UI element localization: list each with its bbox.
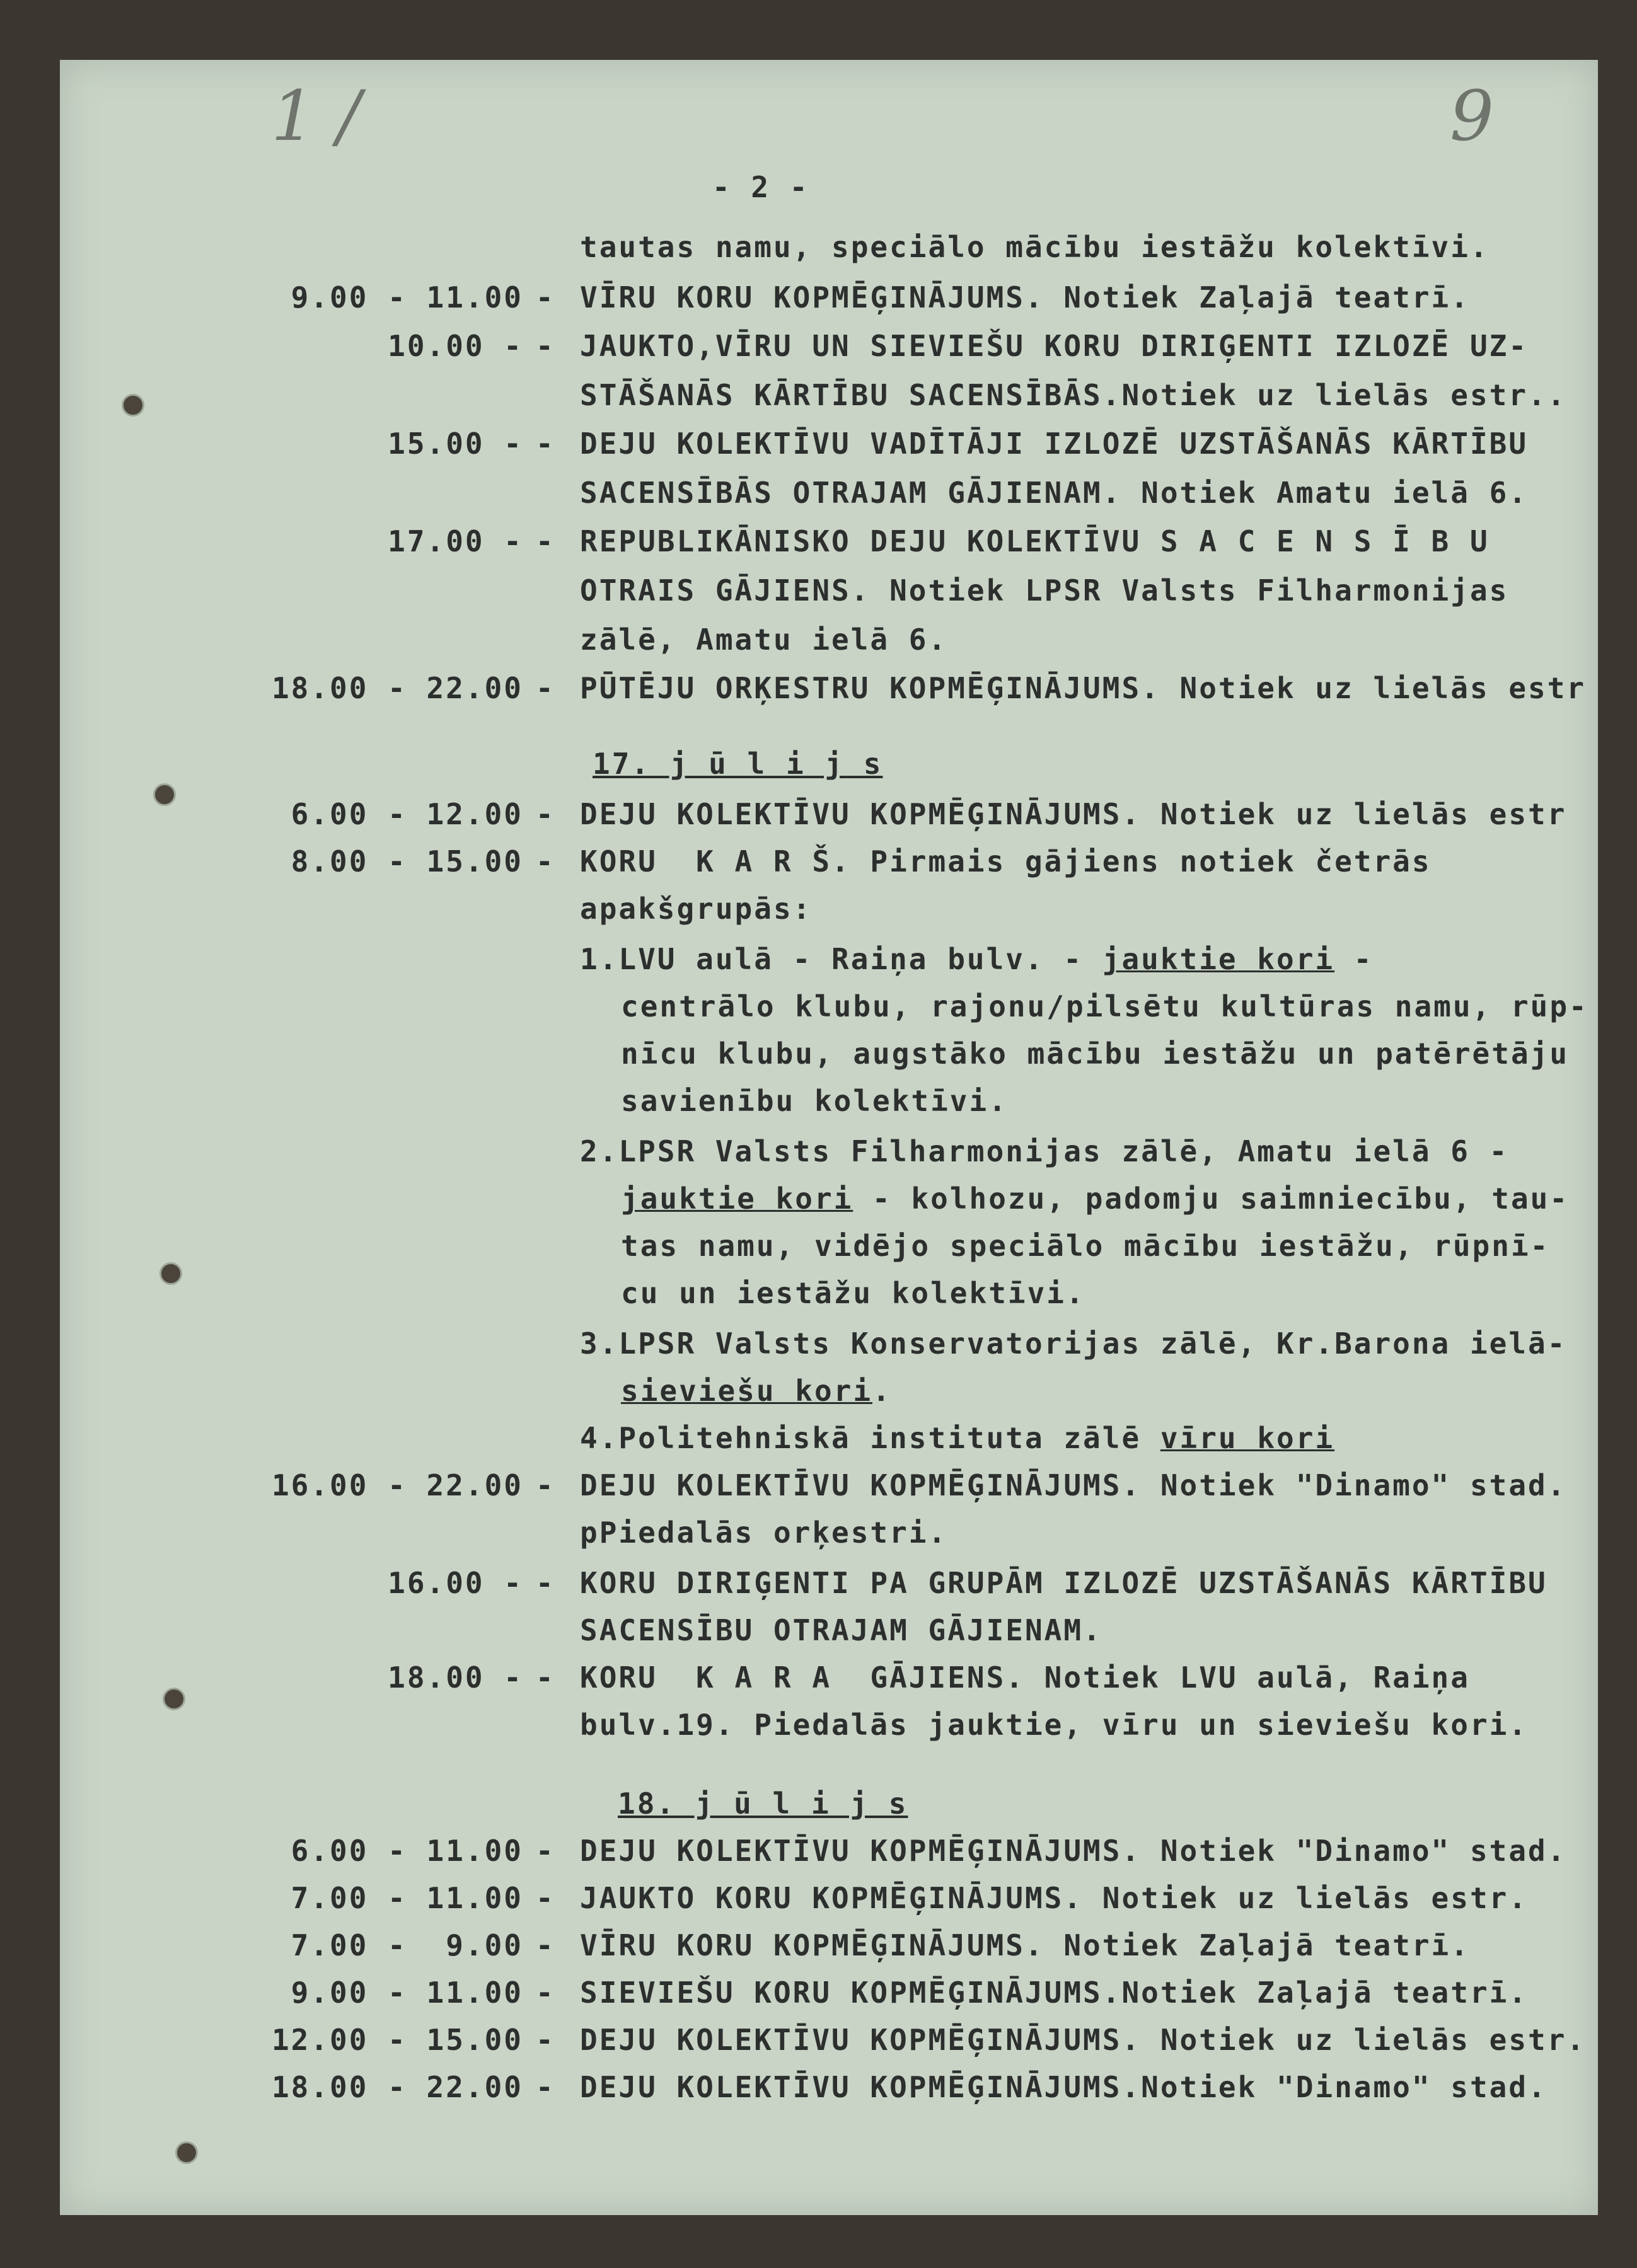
time: 16.00 - 22.00: [271, 1468, 523, 1502]
time: 18.00 - 22.00: [271, 671, 523, 705]
entry-text: DEJU KOLEKTĪVU KOPMĒĢINĀJUMS. Notiek uz lielās estr: [580, 797, 1567, 831]
entry-text: REPUBLIKĀNISKO DEJU KOLEKTĪVU S A C E N S Ī B U: [580, 524, 1489, 558]
page-mark: 9: [1450, 76, 1494, 156]
group-4: 4.Politehniskā instituta zālē vīru kori: [580, 1421, 1335, 1455]
time: 10.00 -: [388, 329, 523, 363]
entry-text: bulv.19. Piedalās jauktie, vīru un sieviešu kori.: [580, 1708, 1529, 1742]
time: 18.00 -: [388, 1661, 523, 1695]
entry-text: tas namu, vidējo speciālo mācību iestāžu, rūpnī-: [621, 1229, 1550, 1263]
time: 9.00 - 11.00: [291, 1976, 523, 2010]
time: 18.00 - 22.00: [271, 2070, 523, 2104]
time: 6.00 - 11.00: [291, 1834, 523, 1868]
entry-text: SACENSĪBU OTRAJAM GĀJIENAM.: [580, 1613, 1102, 1647]
entry-text: apakšgrupās:: [580, 892, 813, 926]
entry-text: cu un iestāžu kolektīvi.: [621, 1276, 1085, 1310]
underlined-text: jauktie kori: [1102, 942, 1335, 976]
entry-text: KORU K A R Š. Pirmais gājiens notiek četrās: [580, 844, 1432, 878]
punch-hole: [153, 783, 176, 806]
entry-text: SIEVIEŠU KORU KOPMĒĢINĀJUMS.Notiek Zaļajā teatrī.: [580, 1976, 1529, 2010]
continuation-line: tautas namu, speciālo mācību iestāžu kolektīvi.: [580, 230, 1489, 264]
group-2: 2.LPSR Valsts Filharmonijas zālē, Amatu ielā 6 -: [580, 1134, 1509, 1168]
entry-text: DEJU KOLEKTĪVU KOPMĒĢINĀJUMS. Notiek "Dinamo" stad.: [580, 1834, 1567, 1868]
entry-text: KORU K A R A GĀJIENS. Notiek LVU aulā, Raiņa: [580, 1661, 1470, 1695]
underlined-text: jauktie kori: [621, 1182, 853, 1216]
entry-text: nīcu klubu, augstāko mācību iestāžu un patērētāju: [621, 1037, 1570, 1071]
entry-text: zālē, Amatu ielā 6.: [580, 623, 948, 657]
entry-text: STĀŠANĀS KĀRTĪBU SACENSĪBĀS.Notiek uz lielās estr..: [580, 378, 1567, 412]
underlined-text: vīru kori: [1160, 1421, 1335, 1455]
day-heading-18: 18. j ū l i j s: [618, 1787, 908, 1821]
entry-text: JAUKTO KORU KOPMĒĢINĀJUMS. Notiek uz lielās estr.: [580, 1881, 1529, 1915]
entry-text: SACENSĪBĀS OTRAJAM GĀJIENAM. Notiek Amatu ielā 6.: [580, 476, 1529, 510]
entry-text: pPiedalās orķestri.: [580, 1516, 948, 1550]
entry-text: DEJU KOLEKTĪVU KOPMĒĢINĀJUMS.Notiek "Dinamo" stad.: [580, 2070, 1547, 2104]
entry-text: DEJU KOLEKTĪVU VADĪTĀJI IZLOZĒ UZSTĀŠANĀS KĀRTĪBU: [580, 427, 1529, 461]
time: 8.00 - 15.00: [291, 844, 523, 878]
time: 16.00 -: [388, 1566, 523, 1600]
punch-hole: [159, 1262, 182, 1285]
group-1: 1.LVU aulā - Raiņa bulv. - jauktie kori -: [580, 942, 1374, 976]
time: 7.00 - 11.00: [291, 1881, 523, 1915]
group-2-cont: jauktie kori - kolhozu, padomju saimniecību, tau-: [621, 1182, 1570, 1216]
entry-text: PŪTĒJU ORĶESTRU KOPMĒĢINĀJUMS. Notiek uz lielās estr: [580, 671, 1587, 705]
pencil-mark: 1 /: [271, 76, 361, 156]
underlined-text: sieviešu kori: [621, 1374, 873, 1408]
time: 7.00 - 9.00: [291, 1928, 523, 1962]
punch-hole: [175, 2141, 198, 2164]
entry-text: KORU DIRIĢENTI PA GRUPĀM IZLOZĒ UZSTĀŠANĀS KĀRTĪBU: [580, 1566, 1547, 1600]
entry-text: DEJU KOLEKTĪVU KOPMĒĢINĀJUMS. Notiek uz lielās estr.: [580, 2023, 1587, 2057]
time: 15.00 -: [388, 427, 523, 461]
time: 17.00 -: [388, 524, 523, 558]
day-heading-17: 17. j ū l i j s: [593, 747, 883, 781]
time: 12.00 - 15.00: [271, 2023, 523, 2057]
group-3: 3.LPSR Valsts Konservatorijas zālē, Kr.Barona ielā-: [580, 1327, 1567, 1361]
time: 6.00 - 12.00: [291, 797, 523, 831]
punch-hole: [122, 394, 144, 417]
entry-text: JAUKTO,VĪRU UN SIEVIEŠU KORU DIRIĢENTI IZLOZĒ UZ-: [580, 329, 1529, 363]
entry-text: centrālo klubu, rajonu/pilsētu kultūras namu, rūp-: [621, 989, 1588, 1023]
time: 9.00 - 11.00: [291, 280, 523, 314]
entry-text: VĪRU KORU KOPMĒĢINĀJUMS. Notiek Zaļajā teatrī.: [580, 280, 1470, 314]
group-3-cont: sieviešu kori.: [621, 1374, 892, 1408]
entry-text: VĪRU KORU KOPMĒĢINĀJUMS. Notiek Zaļajā teatrī.: [580, 1928, 1470, 1962]
page-number: - 2 -: [712, 170, 809, 204]
entry-text: savienību kolektīvi.: [621, 1084, 1008, 1118]
entry-text: OTRAIS GĀJIENS. Notiek LPSR Valsts Filharmonijas: [580, 573, 1509, 607]
punch-hole: [163, 1688, 185, 1710]
entry-text: DEJU KOLEKTĪVU KOPMĒĢINĀJUMS. Notiek "Dinamo" stad.: [580, 1468, 1567, 1502]
